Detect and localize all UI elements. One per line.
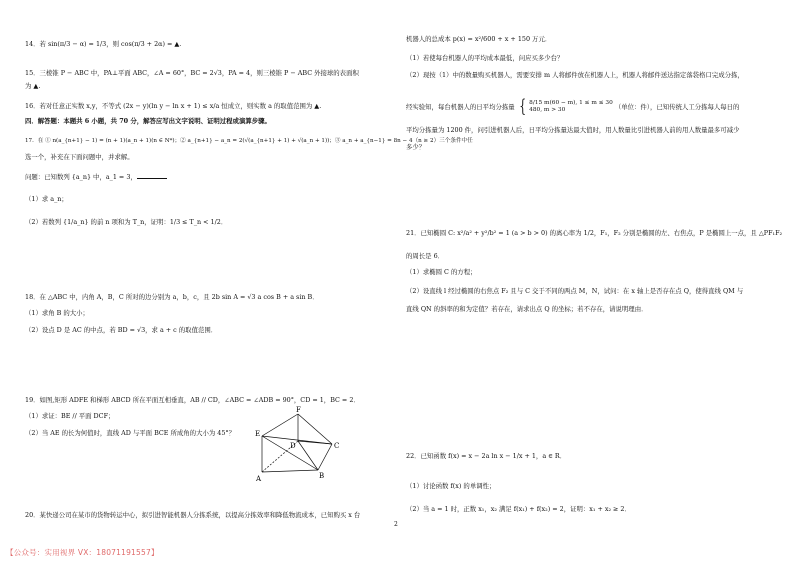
question-18-part1: （1）求角 B 的大小；: [25, 309, 89, 317]
question-16: 16．若对任意正实数 x,y，不等式 (2x − y)(ln y − ln x + 1) ≤ x/a 恒成立，则实数 a 的取值范围为 ▲.: [25, 102, 322, 110]
question-17-line1: 17．在 ① n(a_{n+1} − 1) = (n + 1)(a_n + 1)(n ∈ N*)；② a_{n+1} − a_n = 2(√(a_{n+1} + 1) + √(a_n + 1))；③ a_n + a_{n−1} = 8n − 4（n ≥ 2）三个条件中任: [25, 138, 473, 144]
question-17-problem: [25, 172, 167, 181]
question-19-part1: （1）求证：BE // 平面 DCF；: [25, 412, 115, 420]
question-18: 18．在 △ABC 中，内角 A，B，C 所对的边分别为 a，b，c，且 2b sin A = √3 a cos B + a sin B．: [25, 293, 319, 301]
question-14: 14．若 sin(π/3 − α) = 1/3，则 cos(π/3 + 2α) = ▲.: [25, 40, 182, 48]
answer-blank: [137, 172, 167, 179]
question-18-part2: （2）设点 D 是 AC 的中点，若 BD = √3，求 a + c 的取值范围．: [25, 326, 218, 334]
footer-watermark: 【公众号：实用视界 VX：18071191557】: [6, 548, 159, 557]
label-F: F: [296, 406, 301, 414]
piecewise-case-1: 8/15 m(60 − m), 1 ≤ m ≤ 30: [529, 99, 613, 106]
piecewise-cases: [529, 100, 613, 115]
page-number: 2: [394, 521, 398, 528]
question-17-part1: （1）求 a_n；: [25, 195, 68, 203]
label-B: B: [319, 472, 325, 480]
question-22-part1: （1）讨论函数 f(x) 的单调性；: [406, 482, 496, 490]
q20-part1: （1）若使每台机器人的平均成本最低，问应买多少台？: [406, 54, 564, 62]
question-22-part2: （2）当 a = 1 时，正数 x₁，x₂ 满足 f(x₁) + f(x₂) = 2，证明：x₁ + x₂ ≥ 2．: [406, 505, 631, 513]
question-17-problem-text: 问题：已知数列 {a_n} 中，a_1 = 3，: [25, 173, 137, 181]
question-19-part2: （2）当 AE 的长为何值时，直线 AD 与平面 BCE 所成角的大小为 45°？: [25, 429, 235, 437]
question-21: 21．已知椭圆 C: x²/a² + y²/b² = 1 (a > b > 0) 的离心率为 1/2，F₁，F₂ 分别是椭圆的左、右焦点，P 是椭圆上一点，且 △PF₁F₂: [406, 229, 783, 237]
q20-cost-formula: 机器人的总成本 p(x) = x²/600 + x + 150 万元．: [406, 35, 552, 43]
question-15-line1: 15．三棱锥 P − ABC 中，PA⊥平面 ABC，∠A = 60°，BC = 2√3，PA = 4，则三棱锥 P − ABC 外接球的表面积: [25, 69, 359, 77]
q20-unit-text: （单位：件），已知传统人工分拣每人每日的: [614, 103, 740, 111]
question-17-line2: 选一个，补充在下面问题中，并求解。: [25, 153, 134, 161]
question-15-line2: 为 ▲.: [25, 82, 41, 90]
q20-part2-line4: 多少？: [406, 143, 426, 151]
q20-rate-text: 经实验知，每台机器人的日平均分拣量: [406, 103, 515, 111]
piecewise-case-2: 480, m > 30: [529, 107, 566, 113]
question-21-part2-line2: 直线 QN 的斜率的和为定值？若存在，请求出点 Q 的坐标；若不存在，请说明理由．: [406, 305, 648, 313]
section-4-heading: 四．解答题：本题共 6 小题，共 70 分，解答应写出文字说明、证明过程或演算步骤。: [25, 117, 271, 125]
geometry-figure: [250, 404, 350, 484]
piecewise-brace: {: [518, 96, 526, 117]
question-20-start: 20．某快递公司在某市的货物转运中心，拟引进智能机器人分拣系统，以提高分拣效率和降低物流成本，已知购买 x 台: [25, 511, 361, 519]
question-21-part1: （1）求椭圆 C 的方程；: [406, 268, 477, 276]
q20-part2-line3: 平均分拣量为 1200 件，问引进机器人后，日平均分拣量达最大值时，用人数量比引进机器人前的用人数量最多可减少: [406, 126, 740, 134]
question-19: 19．如图,矩形 ADFE 和梯形 ABCD 所在平面互相垂直，AB // CD，∠ABC = ∠ADB = 90°，CD = 1，BC = 2．: [25, 396, 360, 404]
label-E: E: [255, 430, 261, 438]
question-21-line2: 的周长是 6．: [406, 252, 445, 260]
question-21-part2-line1: （2）设直线 l 经过椭圆的右焦点 F₂ 且与 C 交于不同的两点 M，N，试问：在 x 轴上是否存在点 Q，使得直线 QM 与: [406, 287, 744, 295]
label-C: C: [334, 442, 340, 450]
q20-part2-line2: [406, 98, 739, 116]
label-A: A: [256, 475, 262, 483]
question-22: 22．已知函数 f(x) = x − 2a ln x − 1/x + 1，a ∈ R．: [406, 452, 567, 460]
question-17-part2: （2）若数列 {1/a_n} 的前 n 项和为 T_n，证明：1/3 ≤ T_n < 1/2．: [25, 218, 228, 226]
label-D: D: [290, 442, 296, 450]
q20-part2-line1: （2）现按（1）中的数量购买机器人，需要安排 m 人将邮件放在机器人上，机器人将邮件送达指定落袋格口完成分拣，: [406, 71, 744, 79]
